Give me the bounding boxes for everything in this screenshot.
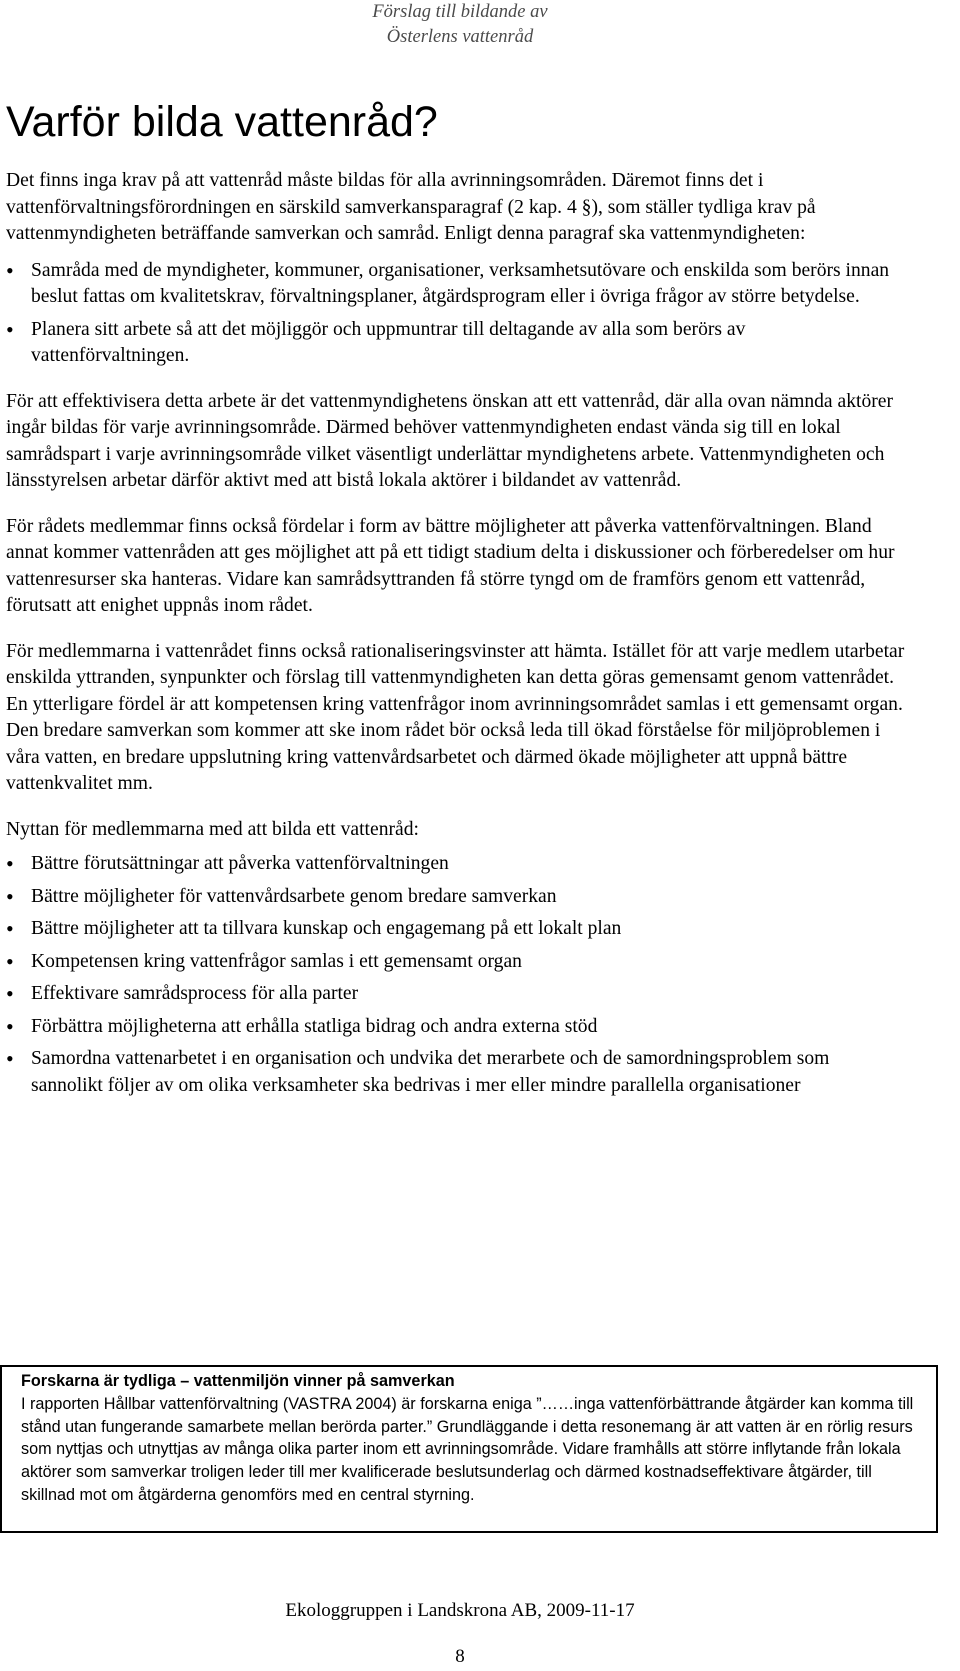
intro-paragraph: Det finns inga krav på att vattenråd måste bildas för alla avrinningsområden. Däremot finns det i vattenförvaltningsförordningen en särskild samverkansparagraf (2 kap. 4 §), som ställer tydliga krav på vattenmyndigheten beträffande samverkan och samråd. Enligt denna paragraf ska vattenmyndigheten: xyxy=(6,170,816,244)
list-item: • Samordna vattenarbetet i en organisation och undvika det merarbete och de samordningsproblem som sannolikt följer av om olika verksamheter ska bedrivas i mer eller mindre parallella organisationer xyxy=(6,1046,906,1099)
consultation-list xyxy=(6,258,906,370)
document-footer: Ekologgruppen i Landskrona AB, 2009-11-17 xyxy=(285,1600,635,1621)
page-title: Varför bilda vattenråd? xyxy=(6,98,438,146)
list-item: • Planera sitt arbete så att det möjliggör och uppmuntrar till deltagande av alla som berörs av vattenförvaltningen. xyxy=(6,317,906,370)
list-item: • Bättre förutsättningar att påverka vattenförvaltningen xyxy=(6,851,906,878)
benefits-list xyxy=(6,851,906,1099)
list-item: • Bättre möjligheter att ta tillvara kunskap och engagemang på ett lokalt plan xyxy=(6,916,906,943)
header-line-1: Förslag till bildande av xyxy=(372,2,548,22)
list-item: • Effektivare samrådsprocess för alla parter xyxy=(6,981,906,1008)
fact-box-title: Forskarna är tydliga – vattenmiljön vinner på samverkan xyxy=(21,1372,455,1390)
list-item: • Bättre möjligheter för vattenvårdsarbete genom bredare samverkan xyxy=(6,884,906,911)
list-item: • Samråda med de myndigheter, kommuner, organisationer, verksamhetsutövare och enskilda som berörs innan beslut fattas om kvalitetskrav, förvaltningsplaner, åtgärdsprogram eller i övriga frågor av större betydelse. xyxy=(6,258,906,311)
benefits-heading: Nyttan för medlemmarna med att bilda ett vattenråd: xyxy=(6,818,419,840)
list-item: • Kompetensen kring vattenfrågor samlas i ett gemensamt organ xyxy=(6,949,906,976)
main-content xyxy=(6,168,906,1105)
research-fact-box xyxy=(0,1365,938,1533)
list-item: • Förbättra möjligheterna att erhålla statliga bidrag och andra externa stöd xyxy=(6,1014,906,1041)
header-line-2: Österlens vattenråd xyxy=(386,27,534,47)
fact-box-text: I rapporten Hållbar vattenförvaltning (VASTRA 2004) är forskarna eniga ”……inga vattenförbättrande åtgärder kan komma till stånd utan fungerande samarbete mellan berörda parter.” Grundläggande i detta resonemang är att vatten är en rörlig resurs som nyttjas och utnyttjas av många olika parter inom ett avrinningsområde. Vidare framhålls att större inflytande från lokala aktörer som samverkar troligen leder till mer kvalificerade beslutsunderlag och därmed kostnadseffektivare åtgärder, till skillnad mot om åtgärderna genomförs med en central styrning. xyxy=(21,1394,914,1504)
document-header xyxy=(300,0,620,50)
body-paragraph: För rådets medlemmar finns också fördelar i form av bättre möjligheter att påverka vattenförvaltningen. Bland annat kommer vattenråden att ges möjlighet att på ett tidigt stadium delta i diskussioner och förberedelser om hur vattenresurser ska hanteras. Vidare kan samrådsyttranden få större tyngd om de framförs genom ett vattenråd, förutsatt att enighet uppnås inom rådet. xyxy=(6,515,895,616)
body-paragraph: För att effektivisera detta arbete är det vattenmyndighetens önskan att ett vattenråd, där alla ovan nämnda aktörer ingår bildas för varje avrinningsområde. Därmed behöver vattenmyndigheten endast vända sig till en lokal samrådspart i varje avrinningsområde vilket väsentligt underlättar myndighetens arbete. Vattenmyndigheten och länsstyrelsen arbetar därför aktivt med att bistå lokala aktörer i bildandet av vattenråd. xyxy=(6,390,893,491)
body-paragraph: För medlemmarna i vattenrådet finns också rationaliseringsvinster att hämta. Istället för att varje medlem utarbetar enskilda yttranden, synpunkter och förslag till vattenmyndigheten kan detta göras gemensamt genom vattenrådet. En ytterligare fördel är att kompetensen kring vattenfrågor inom avrinningsområdet samlas i ett gemensamt organ. Den bredare samverkan som kommer att ske inom rådet bör också leda till ökad förståelse för miljöproblemen i våra vatten, en bredare uppslutning kring vattenvårdsarbetet och därmed ökade möjligheter att uppnå bättre vattenkvalitet mm. xyxy=(6,640,905,794)
page-number: 8 xyxy=(455,1646,465,1667)
